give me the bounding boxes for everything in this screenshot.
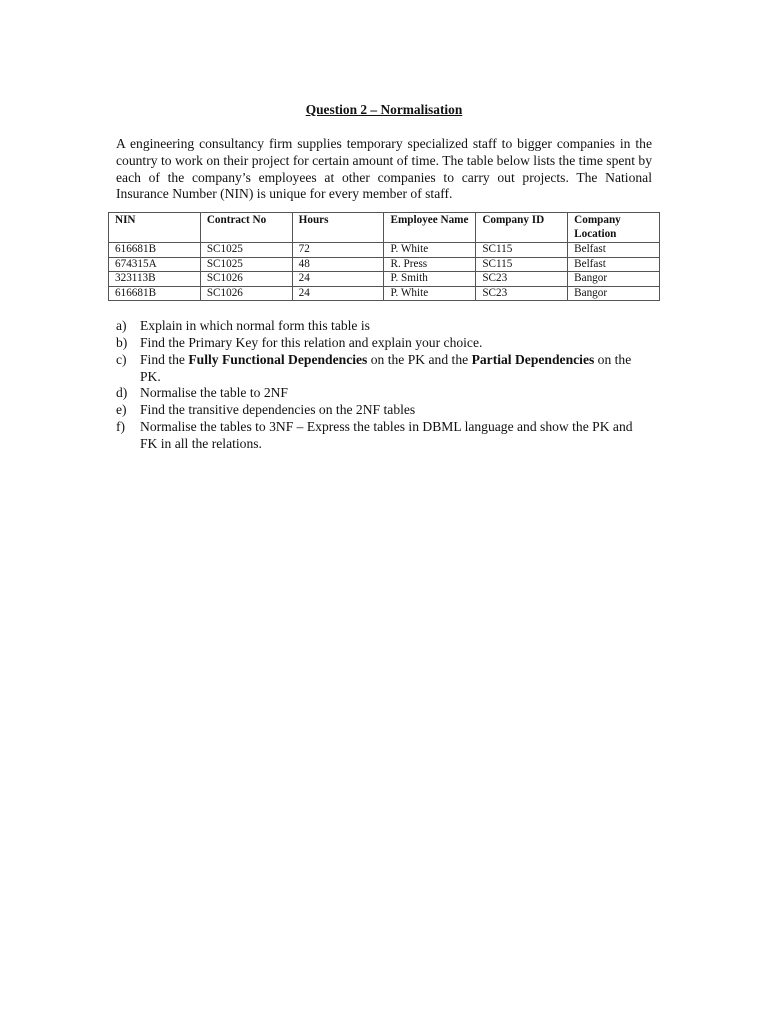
question-item-d: [116, 385, 652, 402]
column-header-nin: NIN: [109, 213, 201, 243]
cell-company-id: SC115: [476, 243, 568, 258]
cell-company-location: Belfast: [568, 243, 660, 258]
cell-company-location: Bangor: [568, 272, 660, 287]
question-item-c: [116, 352, 652, 386]
cell-contract-no: SC1026: [200, 286, 292, 301]
column-header-company-id: Company ID: [476, 213, 568, 243]
bold-term-fully-functional: Fully Functional Dependencies: [188, 351, 368, 367]
column-header-contract-no: Contract No: [200, 213, 292, 243]
question-label: c): [116, 351, 127, 367]
question-text: Normalise the tables to 3NF – Express the tables in DBML language and show the PK and FK in all the relations.: [140, 418, 633, 451]
cell-employee-name: P. White: [384, 286, 476, 301]
cell-employee-name: R. Press: [384, 257, 476, 272]
staff-table: [108, 212, 660, 301]
question-text: Find the Primary Key for this relation and explain your choice.: [140, 334, 483, 350]
cell-nin: 616681B: [109, 243, 201, 258]
question-title: Question 2 – Normalisation: [305, 102, 463, 117]
table-row: [109, 243, 660, 258]
cell-employee-name: P. White: [384, 243, 476, 258]
question-item-a: [116, 318, 652, 335]
intro-paragraph: A engineering consultancy firm supplies temporary specialized staff to bigger companies in the country to work on their project for certain amount of time. The table below lists the time spent by each of the company’s employees at other companies to carry out projects. The National Insurance Number (NIN) is unique for every member of staff.: [116, 136, 652, 202]
cell-company-id: SC23: [476, 286, 568, 301]
cell-contract-no: SC1026: [200, 272, 292, 287]
cell-contract-no: SC1025: [200, 257, 292, 272]
table-row: [109, 286, 660, 301]
cell-hours: 24: [292, 272, 384, 287]
cell-hours: 72: [292, 243, 384, 258]
cell-nin: 323113B: [109, 272, 201, 287]
cell-employee-name: P. Smith: [384, 272, 476, 287]
question-text: Normalise the table to 2NF: [140, 385, 288, 401]
question-text-part: Find the: [140, 351, 189, 367]
question-label: d): [116, 385, 128, 401]
question-item-e: [116, 402, 652, 419]
cell-company-location: Belfast: [568, 257, 660, 272]
table-row: [109, 257, 660, 272]
question-text: Find the transitive dependencies on the 2NF tables: [140, 402, 416, 418]
question-item-b: [116, 335, 652, 352]
document-page: [116, 100, 652, 453]
question-text: Explain in which normal form this table is: [140, 318, 370, 334]
cell-company-location: Bangor: [568, 286, 660, 301]
cell-hours: 24: [292, 286, 384, 301]
question-item-f: [116, 419, 652, 453]
cell-hours: 48: [292, 257, 384, 272]
table-header-row: [109, 213, 660, 243]
question-label: a): [116, 318, 127, 334]
question-label: b): [116, 334, 128, 350]
column-header-company-location: Company Location: [568, 213, 660, 243]
question-label: f): [116, 418, 126, 434]
bold-term-partial: Partial Dependencies: [471, 351, 595, 367]
cell-company-id: SC23: [476, 272, 568, 287]
question-text-part: on the PK and the: [367, 351, 472, 367]
question-list: [116, 318, 652, 452]
question-text-part: on the PK.: [140, 351, 632, 384]
cell-company-id: SC115: [476, 257, 568, 272]
question-label: e): [116, 402, 127, 418]
cell-contract-no: SC1025: [200, 243, 292, 258]
column-header-employee-name: Employee Name: [384, 213, 476, 243]
column-header-hours: Hours: [292, 213, 384, 243]
table-row: [109, 272, 660, 287]
cell-nin: 674315A: [109, 257, 201, 272]
cell-nin: 616681B: [109, 286, 201, 301]
